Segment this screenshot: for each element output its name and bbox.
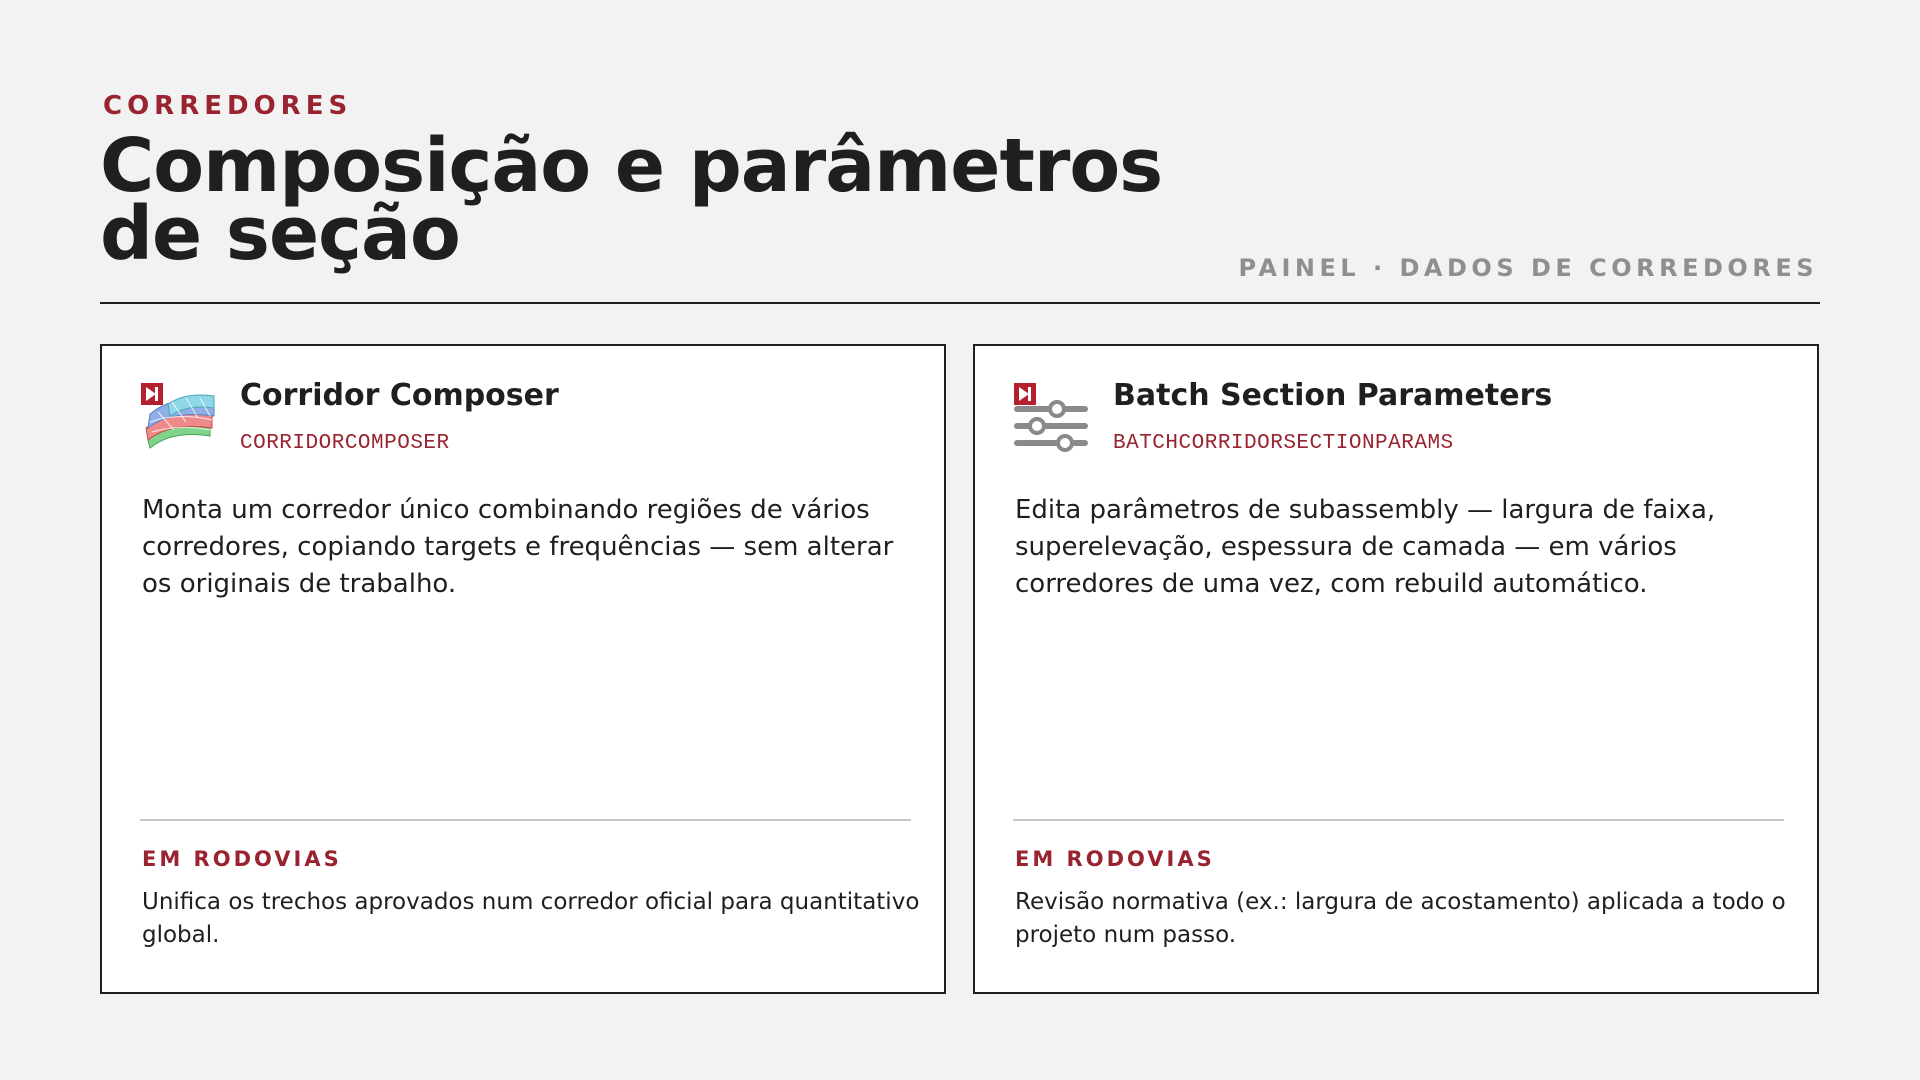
command-name: CORRIDORCOMPOSER (240, 432, 450, 455)
use-case-text: Revisão normativa (ex.: largura de acostamento) aplicada a todo o projeto num passo. (1015, 889, 1786, 948)
card-title: Batch Section Parameters (1113, 378, 1553, 413)
corridor-composer-icon (140, 382, 218, 460)
use-case-text: Unifica os trechos aprovados num corredor oficial para quantitativo global. (142, 889, 920, 948)
tool-card-corridor-composer (100, 344, 946, 994)
header-divider (100, 302, 1820, 304)
card-description: Monta um corredor único combinando regiões de vários corredores, copiando targets e frequências — sem alterar os originais de trabalho. (142, 495, 894, 599)
section-eyebrow: CORREDORES (103, 91, 353, 121)
use-case-label: EM RODOVIAS (142, 847, 342, 871)
card-divider (140, 819, 911, 821)
page-title: Composição e parâmetros de seção (100, 123, 1163, 277)
command-name: BATCHCORRIDORSECTIONPARAMS (1113, 432, 1454, 455)
use-case-label: EM RODOVIAS (1015, 847, 1215, 871)
card-divider (1013, 819, 1784, 821)
card-description: Edita parâmetros de subassembly — largura de faixa, superelevação, espessura de camada — em vários corredores de uma vez, com rebuild automático. (1015, 495, 1716, 599)
card-title: Corridor Composer (240, 378, 559, 413)
tool-card-batch-section-parameters (973, 344, 1819, 994)
slide (100, 0, 1820, 1080)
batch-section-parameters-icon (1013, 382, 1091, 460)
panel-tag: PAINEL · DADOS DE CORREDORES (1238, 254, 1818, 282)
